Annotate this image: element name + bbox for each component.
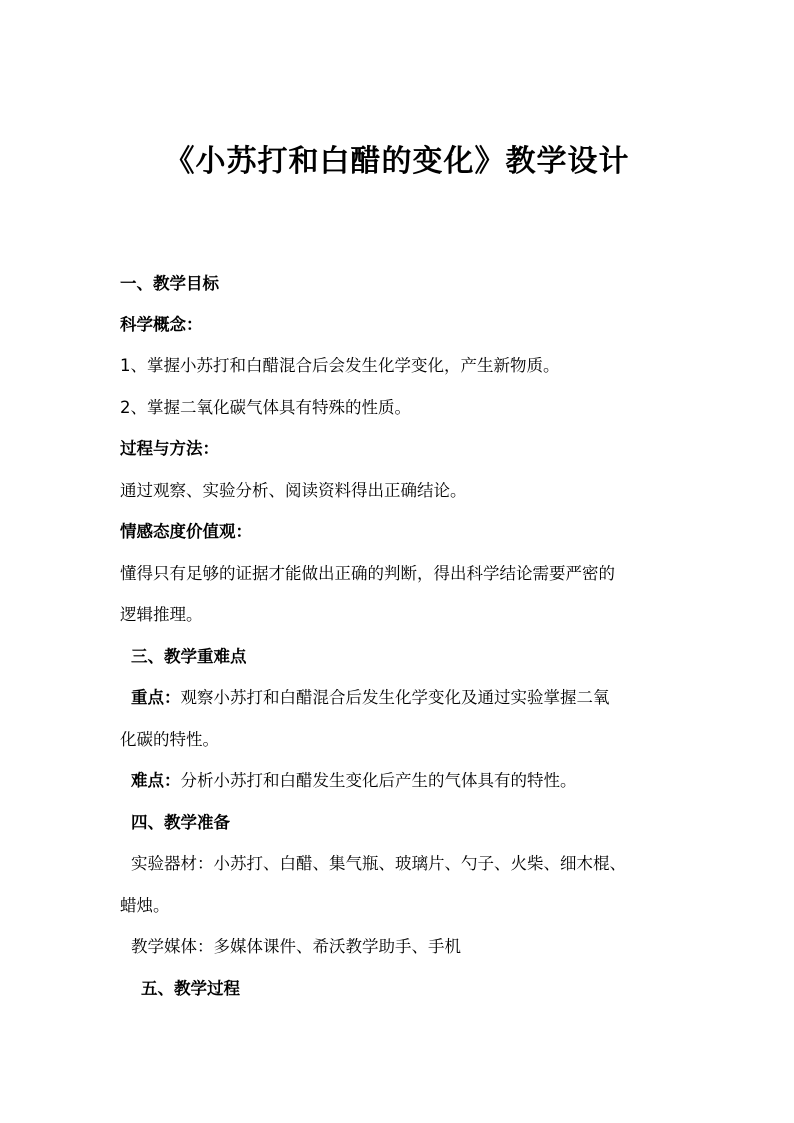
attitude-text-line-1: 懂得只有足够的证据才能做出正确的判断，得出科学结论需要严密的 [120,564,615,583]
key-point-line-2: 化碳的特性。 [120,730,219,749]
materials-line-1: 实验器材：小苏打、白醋、集气瓶、玻璃片、勺子、火柴、细木棍、 [131,854,626,873]
difficult-point-label: 难点： [131,771,181,790]
document-title: 《小苏打和白醋的变化》教学设计 [164,144,630,179]
section-heading-teaching-goals: 一、教学目标 [120,274,219,293]
process-method-text: 通过观察、实验分析、阅读资料得出正确结论。 [120,481,467,500]
difficult-point-text: 分析小苏打和白醋发生变化后产生的气体具有的特性。 [180,771,577,790]
materials-line-2: 蜡烛。 [120,896,170,915]
section-heading-key-difficult-points: 三、教学重难点 [131,647,247,666]
difficult-point-line [131,769,711,793]
section-heading-preparation: 四、教学准备 [131,813,230,832]
key-point-line-1 [131,686,711,710]
label-process-method: 过程与方法： [120,439,219,458]
section-heading-teaching-process: 五、教学过程 [141,979,240,998]
label-attitude-values: 情感态度价值观： [120,522,252,541]
concept-item-2: 2、掌握二氧化碳气体具有特殊的性质。 [120,398,411,417]
concept-item-1: 1、掌握小苏打和白醋混合后会发生化学变化，产生新物质。 [120,356,560,375]
label-scientific-concept: 科学概念： [120,315,203,334]
key-point-text: 观察小苏打和白醋混合后发生化学变化及通过实验掌握二氧 [180,688,610,707]
teaching-media-line: 教学媒体：多媒体课件、希沃教学助手、手机 [131,937,461,956]
attitude-text-line-2: 逻辑推理。 [120,605,203,624]
key-point-label: 重点： [131,688,181,707]
